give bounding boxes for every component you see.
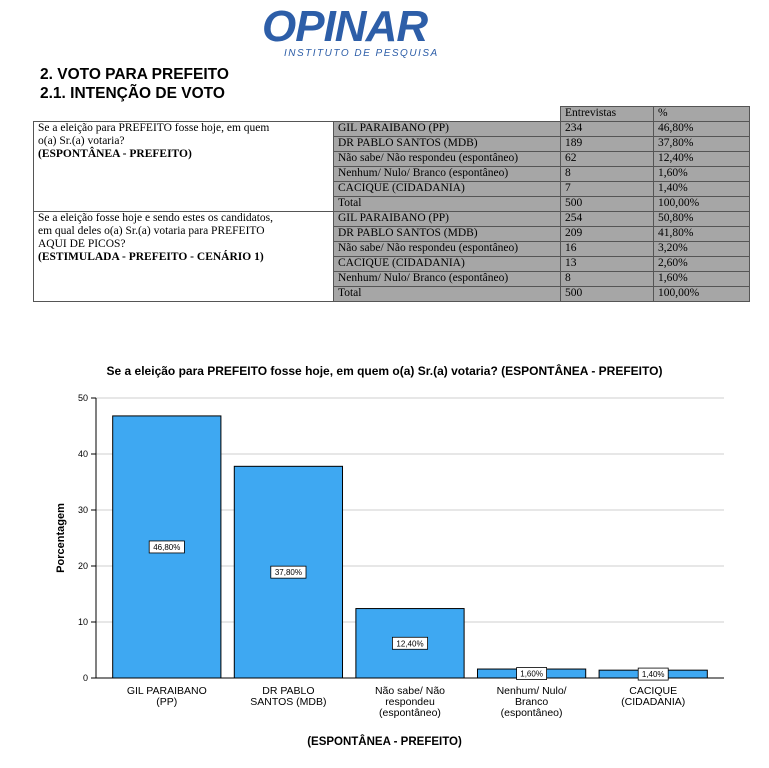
answer-percent: 100,00% (654, 287, 750, 302)
data-label: 46,80% (153, 542, 181, 552)
question-text: AQUI DE PICOS? (38, 238, 126, 250)
answer-count: 254 (561, 212, 654, 227)
data-label: 37,80% (274, 568, 302, 578)
header-blank (334, 107, 561, 122)
answer-percent: 41,80% (654, 227, 750, 242)
data-label: 1,60% (520, 669, 543, 679)
y-tick-label: 20 (77, 561, 88, 571)
y-tick-label: 40 (77, 449, 88, 459)
answer-count: 16 (561, 242, 654, 257)
logo-subtitle: INSTITUTO DE PESQUISA (284, 48, 439, 59)
x-axis-title: (ESPONTÂNEA - PREFEITO) (307, 736, 462, 748)
answer-count: 7 (561, 182, 654, 197)
data-label: 1,40% (641, 670, 665, 680)
answer-count: 189 (561, 137, 654, 152)
category-label: (PP) (156, 696, 178, 708)
answer-percent: 1,40% (654, 182, 750, 197)
answer-count: 500 (561, 197, 654, 212)
answer-label: Total (334, 197, 561, 212)
answer-percent: 2,60% (654, 257, 750, 272)
answer-label: CACIQUE (CIDADANIA) (334, 182, 561, 197)
category-label: (CIDADANIA) (621, 696, 686, 708)
question-type: (ESPONTÂNEA - PREFEITO) (38, 148, 192, 160)
y-tick-label: 50 (77, 393, 88, 403)
table-header-row (34, 107, 750, 122)
category-label: GIL PARAIBANO (126, 685, 207, 697)
answer-count: 62 (561, 152, 654, 167)
category-label: SANTOS (MDB) (250, 696, 327, 708)
answer-percent: 50,80% (654, 212, 750, 227)
question-cell (34, 212, 334, 302)
logo-wordmark: OPINAR (262, 2, 428, 51)
answer-count: 500 (561, 287, 654, 302)
bar-chart (0, 380, 769, 730)
table-row (34, 122, 750, 137)
answer-label: DR PABLO SANTOS (MDB) (334, 227, 561, 242)
answer-count: 209 (561, 227, 654, 242)
y-tick-label: 10 (77, 617, 88, 627)
y-tick-label: 0 (82, 673, 88, 683)
results-table (33, 106, 750, 302)
question-text: em qual deles o(a) Sr.(a) votaria para PREFEITO (38, 225, 265, 237)
answer-percent: 12,40% (654, 152, 750, 167)
category-label: (espontâneo) (379, 707, 441, 719)
answer-label: Total (334, 287, 561, 302)
question-text: Se a eleição fosse hoje e sendo estes os candidatos, (38, 212, 274, 224)
category-label: CACIQUE (629, 685, 678, 697)
question-text: o(a) Sr.(a) votaria? (38, 135, 125, 147)
answer-label: DR PABLO SANTOS (MDB) (334, 137, 561, 152)
opinar-logo (262, 4, 452, 60)
answer-label: Nenhum/ Nulo/ Branco (espontâneo) (334, 167, 561, 182)
answer-percent: 3,20% (654, 242, 750, 257)
category-label: respondeu (385, 696, 435, 708)
answer-label: GIL PARAIBANO (PP) (334, 212, 561, 227)
answer-count: 234 (561, 122, 654, 137)
answer-percent: 1,60% (654, 167, 750, 182)
y-tick-label: 30 (77, 505, 88, 515)
subsection-heading: 2.1. INTENÇÃO DE VOTO (40, 85, 225, 102)
answer-label: Não sabe/ Não respondeu (espontâneo) (334, 242, 561, 257)
question-text: Se a eleição para PREFEITO fosse hoje, em quem (38, 122, 270, 134)
answer-percent: 100,00% (654, 197, 750, 212)
category-label: Não sabe/ Não (374, 685, 446, 697)
column-header-percent: % (654, 107, 750, 122)
data-label: 12,40% (396, 639, 424, 649)
answer-percent: 37,80% (654, 137, 750, 152)
column-header-entrevistas: Entrevistas (561, 107, 654, 122)
section-heading: 2. VOTO PARA PREFEITO (40, 66, 229, 83)
table-row (34, 212, 750, 227)
category-label: Nenhum/ Nulo/ (496, 685, 567, 697)
answer-count: 8 (561, 167, 654, 182)
question-cell (34, 122, 334, 212)
answer-label: Nenhum/ Nulo/ Branco (espontâneo) (334, 272, 561, 287)
category-label: DR PABLO (262, 685, 315, 697)
answer-label: GIL PARAIBANO (PP) (334, 122, 561, 137)
y-axis-title: Porcentagem (55, 503, 67, 573)
answer-count: 8 (561, 272, 654, 287)
category-label: Branco (514, 696, 549, 708)
answer-count: 13 (561, 257, 654, 272)
answer-percent: 1,60% (654, 272, 750, 287)
category-label: (espontâneo) (500, 707, 563, 719)
header-blank (34, 107, 334, 122)
answer-percent: 46,80% (654, 122, 750, 137)
answer-label: CACIQUE (CIDADANIA) (334, 257, 561, 272)
question-type: (ESTIMULADA - PREFEITO - CENÁRIO 1) (38, 251, 264, 263)
answer-label: Não sabe/ Não respondeu (espontâneo) (334, 152, 561, 167)
chart-title: Se a eleição para PREFEITO fosse hoje, em quem o(a) Sr.(a) votaria? (ESPONTÂNEA - PREFEITO) (106, 364, 663, 378)
